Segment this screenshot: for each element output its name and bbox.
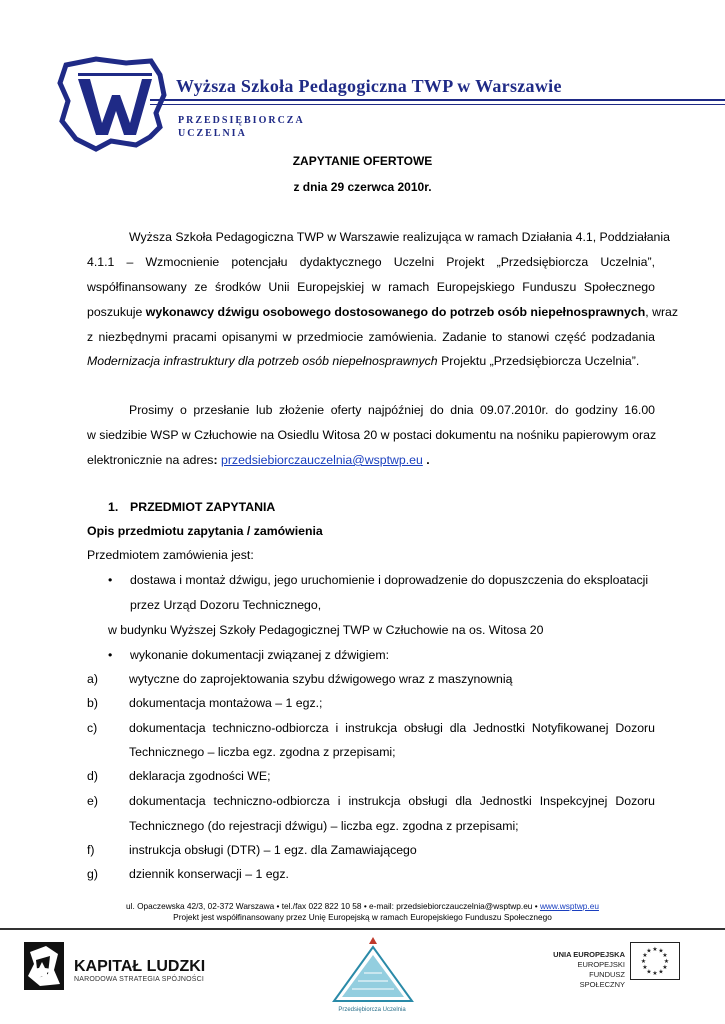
svg-text:★: ★ (646, 968, 652, 976)
location-line: w budynku Wyższej Szkoły Pedagogicznej TWP w Człuchowie na os. Witosa 20 (108, 623, 544, 637)
section-subtitle: Opis przedmiotu zapytania / zamówienia (87, 524, 323, 538)
p2-period: . (422, 453, 430, 467)
przedsiebiorcza-uczelnia-logo (328, 935, 418, 1007)
p2-line2: w siedzibie WSP w Człuchowie na Osiedlu Witosa 20 w postaci dokumentu na nośniku papierowym oraz (87, 428, 657, 442)
item-g: dziennik konserwacji – 1 egz. (129, 867, 289, 881)
section-title: PRZEDMIOT ZAPYTANIA (130, 500, 276, 514)
eu-flag-icon (630, 942, 680, 980)
p1-line2: 4.1.1 – Wzmocnienie potencjału dydaktycznego Uczelni Projekt „Przedsiębiorcza Uczelnia”, (87, 255, 655, 269)
document-heading: ZAPYTANIE OFERTOWE (292, 154, 433, 168)
p2-colon: : (213, 453, 218, 467)
p1-line3: współfinansowany ze środków Unii Europejskiej w ramach Europejskiego Funduszu Społecznego (87, 280, 655, 294)
svg-text:★: ★ (640, 958, 647, 965)
item-label: d) (87, 769, 98, 783)
p2-line1: Prosimy o przesłanie lub złożenie oferty najpóźniej do dnia 09.07.2010r. do godziny 16.00 (129, 403, 655, 417)
footer-rule (0, 928, 725, 930)
item-b: dokumentacja montażowa – 1 egz.; (129, 696, 323, 710)
footer-address-text: ul. Opaczewska 42/3, 02-372 Warszawa • tel./fax 022 822 10 58 • e-mail: przedsiebiorczauczelnia@wsptwp.eu • (126, 901, 540, 911)
p2-line3 (87, 452, 430, 468)
item-c-line1: dokumentacja techniczno-odbiorcza i instrukcja obsługi dla Jednostki Notyfikowanej Dozoru (129, 721, 655, 735)
svg-text:★: ★ (662, 952, 668, 959)
item-a: wytyczne do zaprojektowania szybu dźwigowego wraz z maszynownią (129, 672, 513, 686)
item-e-line2: Technicznego (do rejestracji dźwigu) – liczba egz. zgodna z przepisami; (129, 819, 519, 833)
kapital-ludzki-title: KAPITAŁ LUDZKI (74, 958, 206, 975)
svg-text:★: ★ (652, 946, 658, 953)
svg-text:★: ★ (662, 964, 668, 971)
footer-address (0, 901, 725, 911)
footer-project-note: Projekt jest współfinansowany przez Unię Europejską w ramach Europejskiego Funduszu Społecznego (173, 912, 552, 922)
subtitle-line2: UCZELNIA (178, 128, 247, 139)
p1-line4-a: poszukuje (87, 305, 146, 319)
bullet2: wykonanie dokumentacji związanej z dźwigiem: (130, 648, 390, 662)
website-link[interactable]: www.wsptwp.eu (539, 901, 599, 911)
p1-line6 (87, 353, 639, 369)
university-name-text: Wyższa Szkoła Pedagogiczna TWP w Warszawie (176, 76, 562, 96)
przedsiebiorcza-uczelnia-caption: Przedsiębiorcza Uczelnia (338, 1007, 406, 1013)
section-number: 1. (108, 500, 119, 514)
section-intro: Przedmiotem zamówienia jest: (87, 548, 254, 562)
p1-line1: Wyższa Szkoła Pedagogiczna TWP w Warszawie realizująca w ramach Działania 4.1, Poddziałania (129, 230, 670, 244)
item-c-line2: Technicznego – liczba egz. zgodna z przepisami; (129, 745, 396, 759)
p1-line6-italic: Modernizacja infrastruktury dla potrzeb osób niepełnosprawnych (87, 354, 438, 368)
svg-text:★: ★ (658, 947, 664, 955)
bullet1-line2: przez Urząd Dozoru Technicznego, (130, 598, 322, 612)
bullet-icon: • (108, 573, 113, 587)
subtitle-line1: PRZEDSIĘBIORCZA (178, 115, 305, 126)
eu-text (543, 950, 625, 990)
svg-text:★: ★ (642, 952, 648, 959)
svg-text:★: ★ (663, 958, 670, 965)
bullet1-line1: dostawa i montaż dźwigu, jego uruchomienie i doprowadzenie do dopuszczenia do eksploatacji (130, 573, 649, 587)
svg-text:★: ★ (658, 968, 664, 976)
item-label: e) (87, 794, 98, 808)
university-name (176, 76, 562, 97)
bullet-icon: • (108, 648, 113, 662)
eu-line2: EUROPEJSKI (577, 960, 625, 969)
item-label: a) (87, 672, 98, 686)
header-rule-thin (150, 104, 725, 105)
eu-line1: UNIA EUROPEJSKA (553, 950, 625, 959)
item-e-line1: dokumentacja techniczno-odbiorcza i instrukcja obsługi dla Jednostki Inspekcyjnej Dozoru (129, 794, 655, 808)
p1-line4-bold: wykonawcy dźwigu osobowego dostosowanego do potrzeb osób niepełnosprawnych (145, 305, 646, 319)
item-label: c) (87, 721, 98, 735)
item-f: instrukcja obsługi (DTR) – 1 egz. dla Zamawiającego (129, 843, 417, 857)
p2-line3-a: elektronicznie na adres (87, 453, 214, 467)
document-date: z dnia 29 czerwca 2010r. (293, 180, 432, 194)
p1-line4 (87, 304, 679, 320)
eu-line3: FUNDUSZ SPOŁECZNY (579, 970, 625, 989)
header-rule (150, 99, 725, 101)
item-label: f) (87, 843, 95, 857)
item-label: g) (87, 867, 98, 881)
item-d: deklaracja zgodności WE; (129, 769, 271, 783)
svg-text:★: ★ (652, 970, 658, 977)
item-label: b) (87, 696, 98, 710)
svg-text:★: ★ (642, 964, 648, 971)
email-link[interactable]: przedsiebiorczauczelnia@wsptwp.eu (221, 453, 423, 467)
p1-line4-c: , wraz (645, 305, 679, 319)
p1-line6-b: Projektu „Przedsiębiorcza Uczelnia”. (437, 354, 640, 368)
kapital-ludzki-subtitle: NARODOWA STRATEGIA SPÓJNOŚCI (74, 976, 205, 983)
p1-line5: z niezbędnymi pracami opisanymi w przedmiocie zamówienia. Zadanie to stanowi część podzadania (87, 330, 655, 344)
kapital-ludzki-logo (20, 940, 68, 992)
svg-text:★: ★ (646, 947, 652, 955)
